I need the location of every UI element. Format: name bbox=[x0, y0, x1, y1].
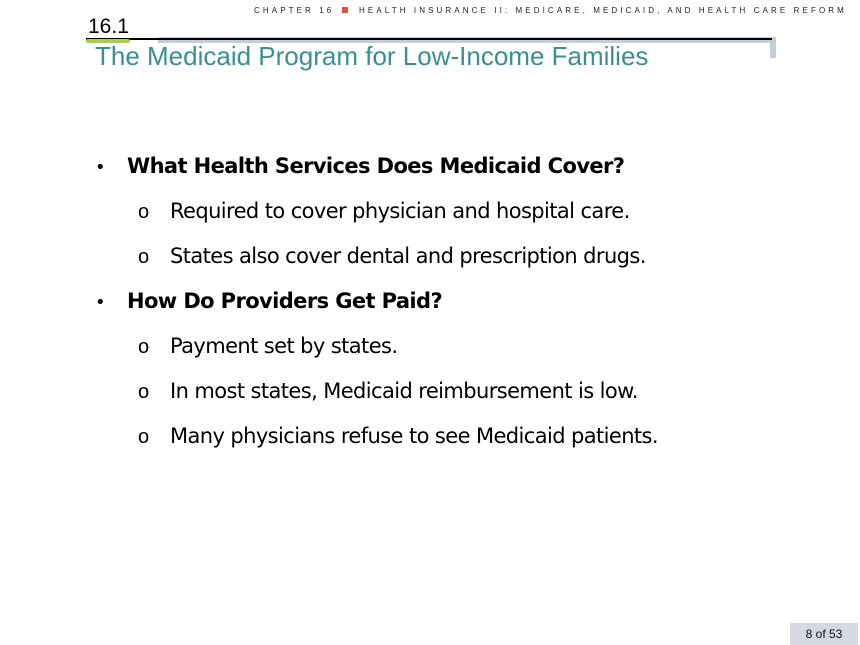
sub-bullet-text: In most states, Medicaid reimbursement is low. bbox=[170, 379, 638, 403]
bullet-item bbox=[95, 154, 815, 199]
bullet-text: How Do Providers Get Paid? bbox=[127, 289, 443, 313]
title-rule-shadow-corner bbox=[770, 37, 776, 58]
bullet-dot-icon: • bbox=[95, 292, 106, 313]
sub-bullet-text: Many physicians refuse to see Medicaid patients. bbox=[170, 424, 658, 448]
sub-bullet-circle-icon: o bbox=[138, 336, 149, 358]
chapter-label: CHAPTER 16 bbox=[254, 6, 335, 15]
sub-bullet-text: States also cover dental and prescription drugs. bbox=[170, 244, 646, 268]
slide-content bbox=[95, 154, 815, 469]
sub-bullet-item bbox=[95, 334, 815, 379]
title-rule bbox=[86, 38, 772, 40]
sub-bullet-circle-icon: o bbox=[138, 246, 149, 268]
sub-bullet-circle-icon: o bbox=[138, 201, 149, 223]
sub-bullet-circle-icon: o bbox=[138, 426, 149, 448]
sub-bullet-circle-icon: o bbox=[138, 381, 149, 403]
sub-bullet-text: Payment set by states. bbox=[170, 334, 398, 358]
section-number: 16.1 bbox=[88, 15, 129, 38]
sub-bullet-text: Required to cover physician and hospital care. bbox=[170, 199, 630, 223]
chapter-separator-square-icon bbox=[342, 7, 348, 13]
bullet-text: What Health Services Does Medicaid Cover? bbox=[127, 154, 625, 178]
chapter-header bbox=[254, 6, 847, 15]
bullet-item bbox=[95, 289, 815, 334]
sub-bullet-item bbox=[95, 424, 815, 469]
sub-bullet-item bbox=[95, 199, 815, 244]
page-counter: 8 of 53 bbox=[790, 623, 858, 645]
sub-bullet-item bbox=[95, 244, 815, 289]
bullet-dot-icon: • bbox=[95, 157, 106, 178]
chapter-title: HEALTH INSURANCE II: MEDICARE, MEDICAID, AND HEALTH CARE REFORM bbox=[359, 6, 847, 15]
sub-bullet-item bbox=[95, 379, 815, 424]
slide-title: The Medicaid Program for Low-Income Families bbox=[95, 41, 649, 71]
